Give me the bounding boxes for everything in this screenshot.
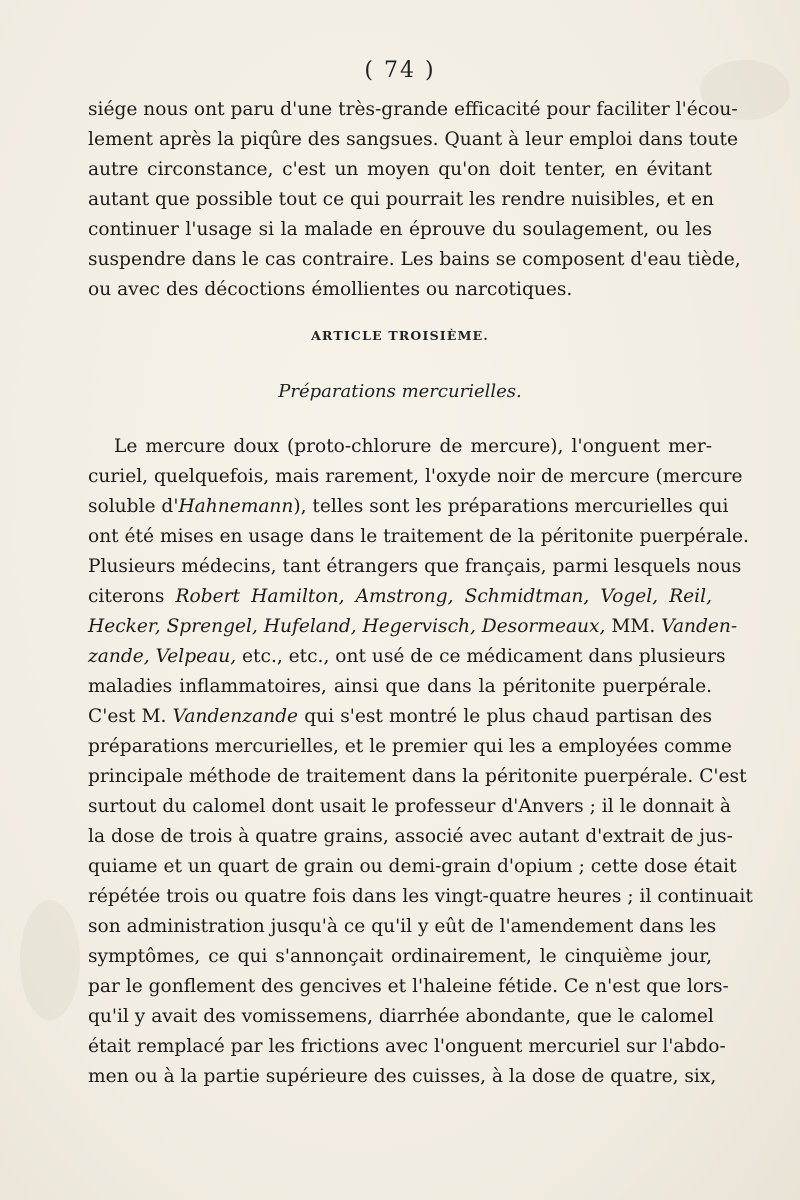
author-names: Hecker, Sprengel, Hufeland, Hegervisch, Desormeaux, — [88, 616, 606, 637]
text-span: C'est M. — [88, 706, 173, 727]
section-heading: Préparations mercurielles. — [278, 381, 522, 402]
text-line: lement après la piqûre des sangsues. Quant à leur emploi dans toute — [88, 129, 738, 150]
text-line: ou avec des décoctions émollientes ou narcotiques. — [88, 279, 573, 300]
text-line: curiel, quelquefois, mais rarement, l'oxyde noir de mercure (mercure — [88, 466, 743, 487]
text-span: qui s'est montré le plus chaud partisan des — [298, 706, 712, 727]
text-line: symptômes, ce qui s'annonçait ordinairement, le cinquième jour, — [88, 946, 712, 967]
author-names: zande, Velpeau, — [88, 646, 237, 667]
article-heading: ARTICLE TROISIÈME. — [311, 328, 489, 343]
text-line: préparations mercurielles, et le premier qui les a employées comme — [88, 736, 732, 757]
text-line: siége nous ont paru d'une très-grande efficacité pour faciliter l'écou- — [88, 99, 738, 120]
text-line — [88, 642, 726, 672]
text-line: principale méthode de traitement dans la péritonite puerpérale. C'est — [88, 766, 747, 787]
text-line: surtout du calomel dont usait le professeur d'Anvers ; il le donnait à — [88, 796, 731, 817]
text-span: MM. — [605, 616, 662, 637]
text-line: autant que possible tout ce qui pourrait les rendre nuisibles, et en — [88, 189, 714, 210]
text-span: citerons — [88, 586, 176, 607]
text-line: suspendre dans le cas contraire. Les bains se composent d'eau tiède, — [88, 249, 741, 270]
text-span: soluble d' — [88, 496, 179, 517]
author-name: Vanden- — [661, 616, 738, 637]
text-line: maladies inflammatoires, ainsi que dans la péritonite puerpérale. — [88, 676, 712, 697]
text-line: quiame et un quart de grain ou demi-grain d'opium ; cette dose était — [88, 856, 737, 877]
text-line: qu'il y avait des vomissemens, diarrhée abondante, que le calomel — [88, 1006, 714, 1027]
text-line — [88, 702, 712, 732]
author-name: Hahnemann — [178, 496, 294, 517]
text-span: etc., etc., ont usé de ce médicament dans plusieurs — [236, 646, 726, 667]
text-line: Plusieurs médecins, tant étrangers que français, parmi lesquels nous — [88, 556, 742, 577]
text-line — [88, 582, 712, 612]
text-line: Le mercure doux (proto-chlorure de mercure), l'onguent mer- — [114, 436, 712, 457]
author-names: Robert Hamilton, Amstrong, Schmidtman, Vogel, Reil, — [175, 586, 712, 607]
text-line: ont été mises en usage dans le traitement de la péritonite puerpérale. — [88, 526, 749, 547]
text-line: men ou à la partie supérieure des cuisses, à la dose de quatre, six, — [88, 1066, 717, 1087]
text-line: autre circonstance, c'est un moyen qu'on doit tenter, en évitant — [88, 159, 712, 180]
text-line: était remplacé par les frictions avec l'onguent mercuriel sur l'abdo- — [88, 1036, 726, 1057]
text-line: continuer l'usage si la malade en éprouve du soulagement, ou les — [88, 219, 712, 240]
text-line — [88, 612, 738, 642]
text-line — [88, 492, 729, 522]
author-name: Vandenzande — [172, 706, 299, 727]
text-line: son administration jusqu'à ce qu'il y eût de l'amendement dans les — [88, 916, 717, 937]
text-line: répétée trois ou quatre fois dans les vingt-quatre heures ; il continuait — [88, 886, 753, 907]
text-line: la dose de trois à quatre grains, associé avec autant d'extrait de jus- — [88, 826, 733, 847]
text-line: par le gonflement des gencives et l'haleine fétide. Ce n'est que lors- — [88, 976, 729, 997]
text-span: ), telles sont les préparations mercurielles qui — [293, 496, 729, 517]
paper-stain — [20, 900, 80, 1020]
page-number: ( 74 ) — [364, 58, 436, 83]
